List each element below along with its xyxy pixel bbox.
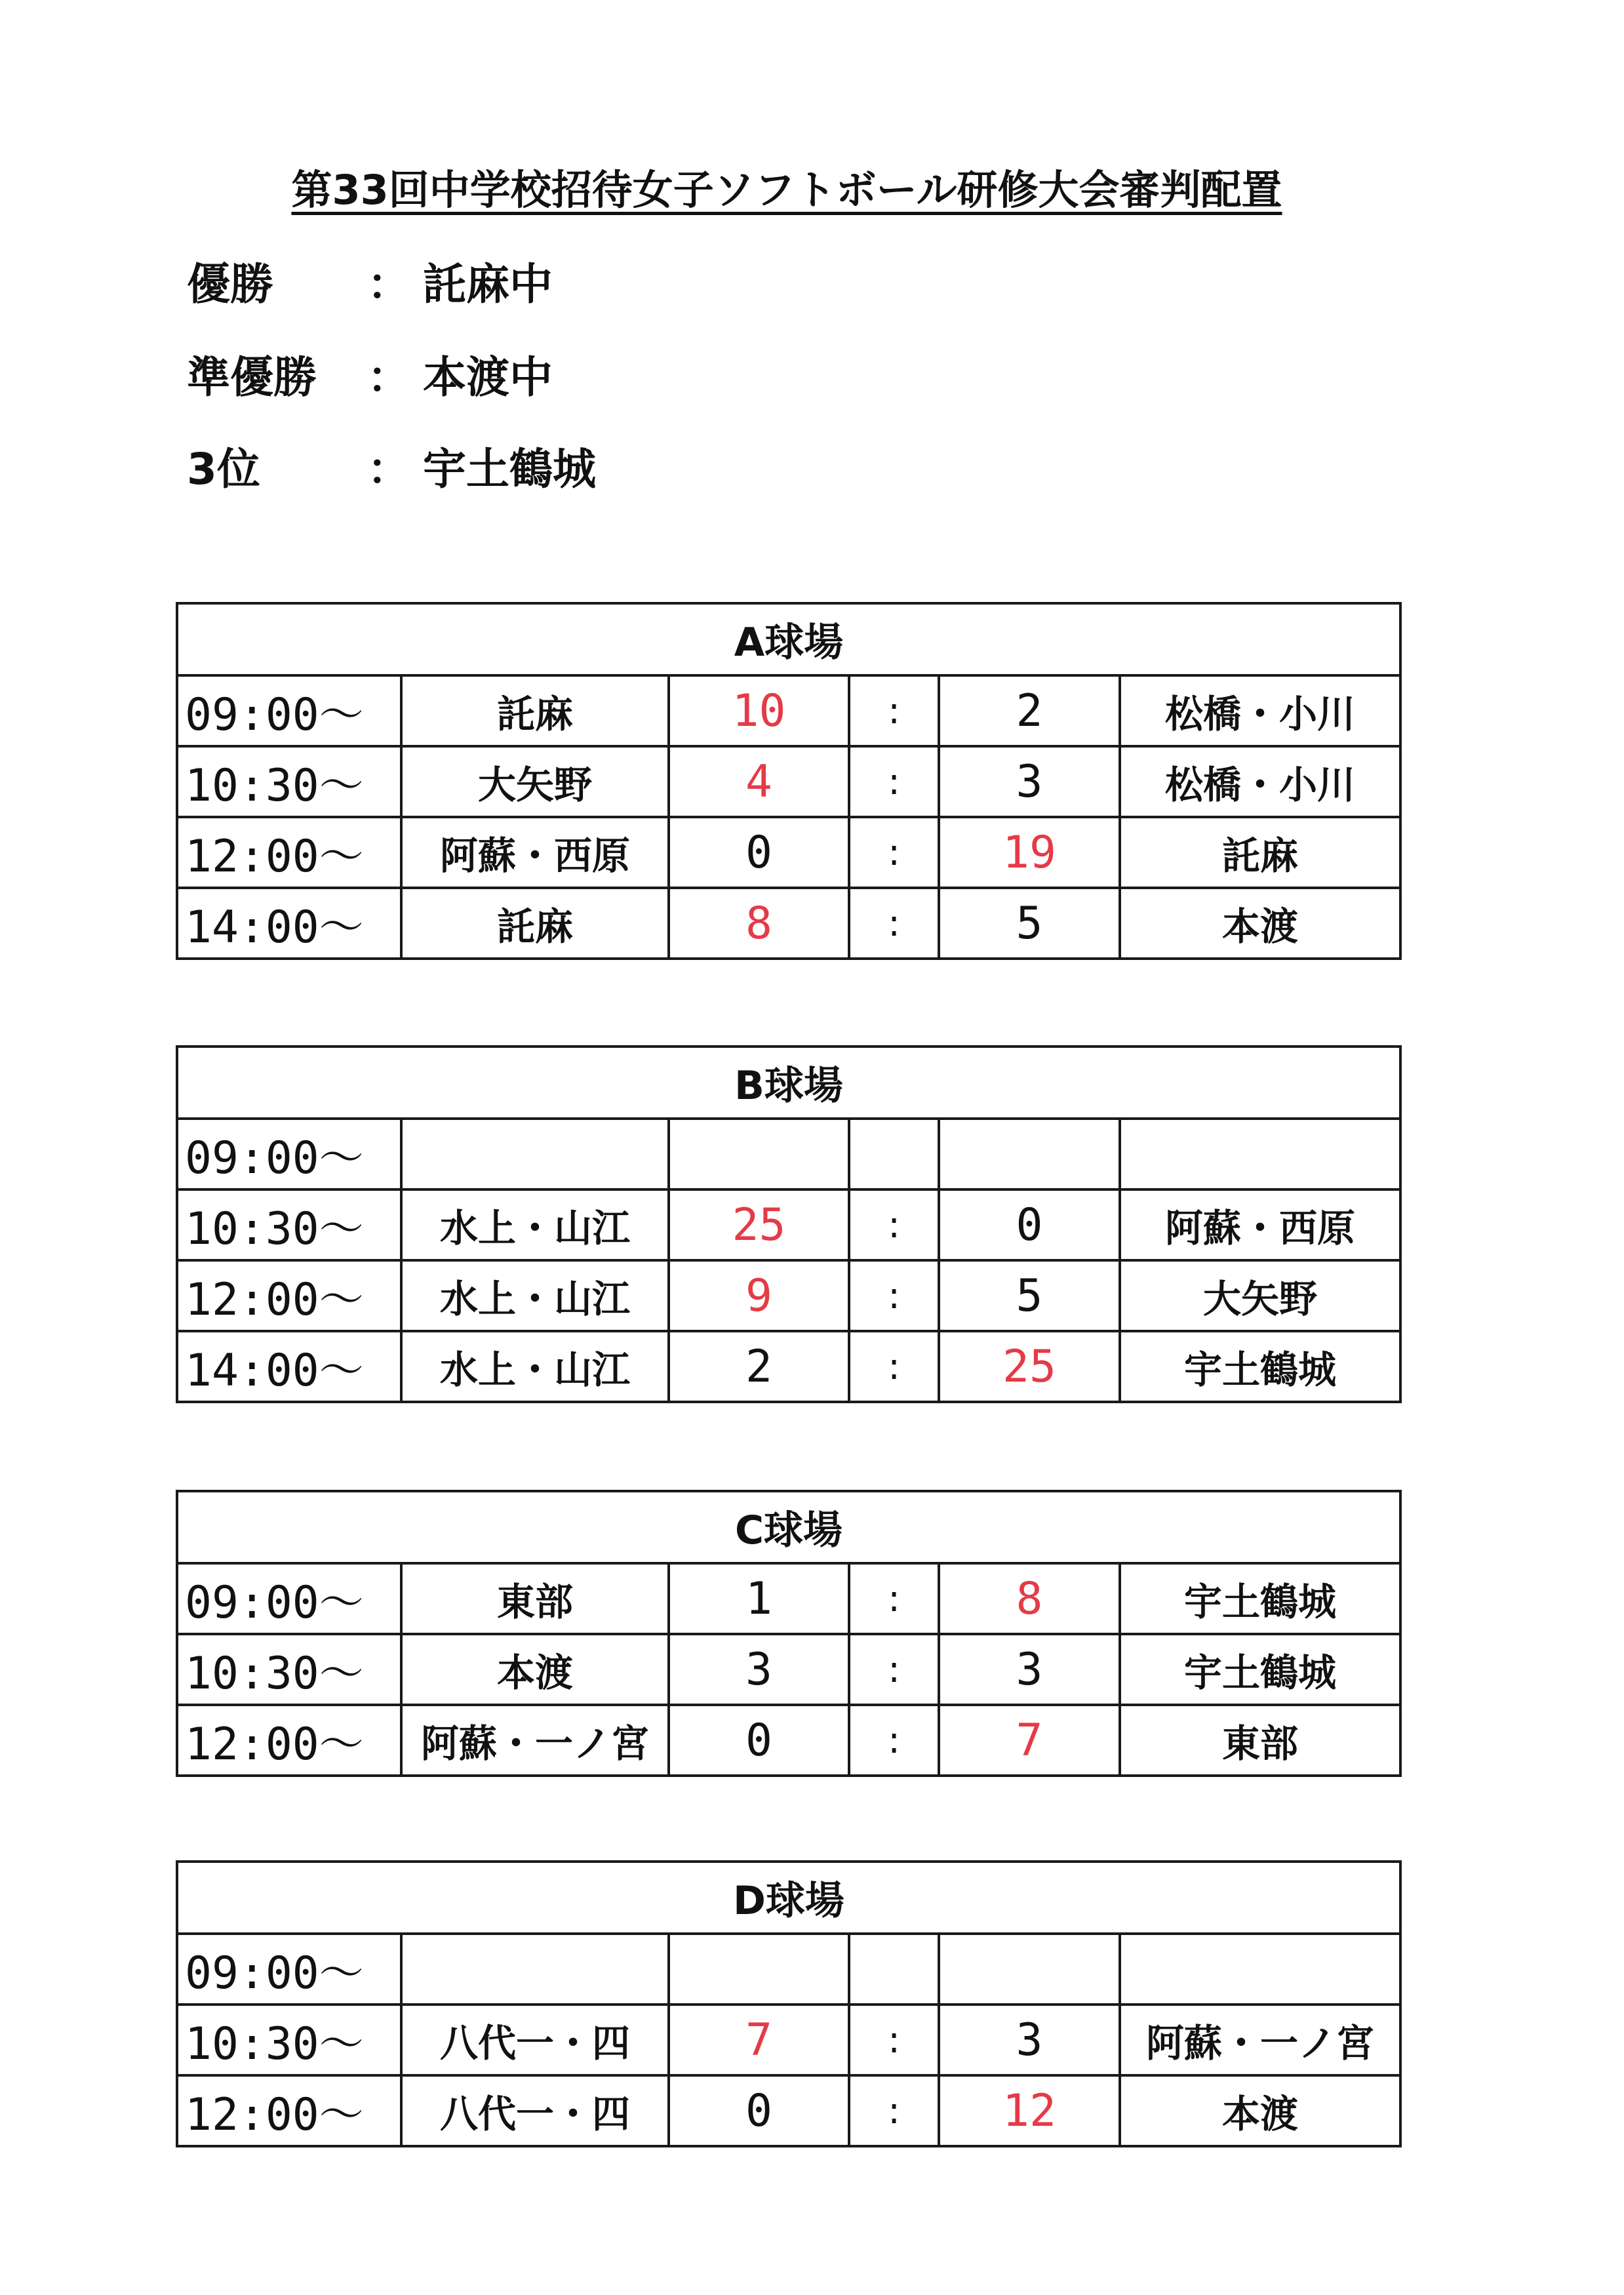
standing-colon: ： xyxy=(367,259,410,309)
away-team xyxy=(1120,1119,1400,1189)
venue-table-a xyxy=(176,602,1402,960)
match-time: 10:30～ xyxy=(177,2005,401,2075)
away-team: 本渡 xyxy=(1120,888,1400,959)
home-score: 0 xyxy=(669,817,849,888)
match-row xyxy=(177,2075,1400,2146)
match-row xyxy=(177,746,1400,817)
home-score: 4 xyxy=(669,746,849,817)
home-team: 水上・山江 xyxy=(401,1331,669,1402)
score-separator: : xyxy=(849,746,939,817)
home-team: 阿蘇・西原 xyxy=(401,817,669,888)
match-row xyxy=(177,675,1400,746)
score-separator: : xyxy=(849,1189,939,1260)
home-team: 八代一・四 xyxy=(401,2075,669,2146)
standing-colon: ： xyxy=(367,444,410,494)
score-separator: : xyxy=(849,675,939,746)
home-score: 0 xyxy=(669,2075,849,2146)
match-time: 10:30～ xyxy=(177,1189,401,1260)
home-team: 八代一・四 xyxy=(401,2005,669,2075)
home-score xyxy=(669,1934,849,2005)
venue-table-c xyxy=(176,1490,1402,1777)
home-score: 8 xyxy=(669,888,849,959)
score-separator: : xyxy=(849,2075,939,2146)
match-time: 09:00～ xyxy=(177,1119,401,1189)
away-team: 東部 xyxy=(1120,1705,1400,1776)
venue-name: C球場 xyxy=(177,1491,1400,1563)
standing-label: 優勝 xyxy=(187,259,273,309)
away-team: 大矢野 xyxy=(1120,1260,1400,1331)
score-separator xyxy=(849,1934,939,2005)
home-score: 0 xyxy=(669,1705,849,1776)
venue-table-d xyxy=(176,1860,1402,2147)
standing-label: 3位 xyxy=(187,444,260,494)
home-score: 7 xyxy=(669,2005,849,2075)
home-team: 東部 xyxy=(401,1563,669,1634)
match-time: 10:30～ xyxy=(177,746,401,817)
match-time: 12:00～ xyxy=(177,817,401,888)
venue-name: B球場 xyxy=(177,1047,1400,1119)
away-team: 阿蘇・西原 xyxy=(1120,1189,1400,1260)
score-separator: : xyxy=(849,1331,939,1402)
away-score: 0 xyxy=(939,1189,1120,1260)
home-team: 阿蘇・一ノ宮 xyxy=(401,1705,669,1776)
match-row xyxy=(177,888,1400,959)
match-time: 14:00～ xyxy=(177,888,401,959)
venue-name: D球場 xyxy=(177,1862,1400,1934)
away-team: 宇土鶴城 xyxy=(1120,1331,1400,1402)
score-separator: : xyxy=(849,2005,939,2075)
home-team xyxy=(401,1119,669,1189)
match-time: 09:00～ xyxy=(177,1563,401,1634)
standing-team: 宇土鶴城 xyxy=(423,444,596,494)
standing-team: 託麻中 xyxy=(423,259,553,309)
score-separator: : xyxy=(849,1634,939,1705)
away-team: 阿蘇・一ノ宮 xyxy=(1120,2005,1400,2075)
score-separator: : xyxy=(849,1705,939,1776)
away-score: 3 xyxy=(939,746,1120,817)
away-team: 本渡 xyxy=(1120,2075,1400,2146)
standing-team: 本渡中 xyxy=(423,352,553,403)
home-team: 水上・山江 xyxy=(401,1189,669,1260)
away-score: 5 xyxy=(939,888,1120,959)
match-time: 09:00～ xyxy=(177,675,401,746)
match-row xyxy=(177,1705,1400,1776)
match-row xyxy=(177,1563,1400,1634)
match-row xyxy=(177,1331,1400,1402)
match-row xyxy=(177,2005,1400,2075)
home-score: 3 xyxy=(669,1634,849,1705)
home-score: 1 xyxy=(669,1563,849,1634)
match-time: 10:30～ xyxy=(177,1634,401,1705)
away-score: 19 xyxy=(939,817,1120,888)
score-separator: : xyxy=(849,888,939,959)
match-row xyxy=(177,1634,1400,1705)
away-score: 3 xyxy=(939,2005,1120,2075)
home-score: 9 xyxy=(669,1260,849,1331)
away-team: 託麻 xyxy=(1120,817,1400,888)
match-time: 14:00～ xyxy=(177,1331,401,1402)
home-team: 水上・山江 xyxy=(401,1260,669,1331)
home-team xyxy=(401,1934,669,2005)
match-time: 12:00～ xyxy=(177,1260,401,1331)
away-score xyxy=(939,1934,1120,2005)
home-score: 10 xyxy=(669,675,849,746)
home-score: 25 xyxy=(669,1189,849,1260)
match-row xyxy=(177,1119,1400,1189)
score-separator: : xyxy=(849,1563,939,1634)
match-row xyxy=(177,817,1400,888)
away-score: 7 xyxy=(939,1705,1120,1776)
home-team: 託麻 xyxy=(401,675,669,746)
match-time: 12:00～ xyxy=(177,2075,401,2146)
match-time: 09:00～ xyxy=(177,1934,401,2005)
score-separator: : xyxy=(849,817,939,888)
standing-colon: ： xyxy=(367,352,410,403)
away-score xyxy=(939,1119,1120,1189)
standing-label: 準優勝 xyxy=(187,352,317,403)
venue-name: A球場 xyxy=(177,603,1400,675)
away-team: 松橋・小川 xyxy=(1120,746,1400,817)
match-time: 12:00～ xyxy=(177,1705,401,1776)
document-title: 第33回中学校招待女子ソフトボール研修大会審判配置 xyxy=(291,166,1282,214)
match-row xyxy=(177,1934,1400,2005)
away-score: 8 xyxy=(939,1563,1120,1634)
match-row xyxy=(177,1260,1400,1331)
score-separator: : xyxy=(849,1260,939,1331)
match-row xyxy=(177,1189,1400,1260)
away-score: 25 xyxy=(939,1331,1120,1402)
venue-table-b xyxy=(176,1045,1402,1403)
away-score: 5 xyxy=(939,1260,1120,1331)
home-score: 2 xyxy=(669,1331,849,1402)
away-score: 3 xyxy=(939,1634,1120,1705)
home-score xyxy=(669,1119,849,1189)
away-team: 宇土鶴城 xyxy=(1120,1634,1400,1705)
away-score: 2 xyxy=(939,675,1120,746)
home-team: 託麻 xyxy=(401,888,669,959)
away-team xyxy=(1120,1934,1400,2005)
score-separator xyxy=(849,1119,939,1189)
away-score: 12 xyxy=(939,2075,1120,2146)
home-team: 本渡 xyxy=(401,1634,669,1705)
home-team: 大矢野 xyxy=(401,746,669,817)
away-team: 宇土鶴城 xyxy=(1120,1563,1400,1634)
away-team: 松橋・小川 xyxy=(1120,675,1400,746)
